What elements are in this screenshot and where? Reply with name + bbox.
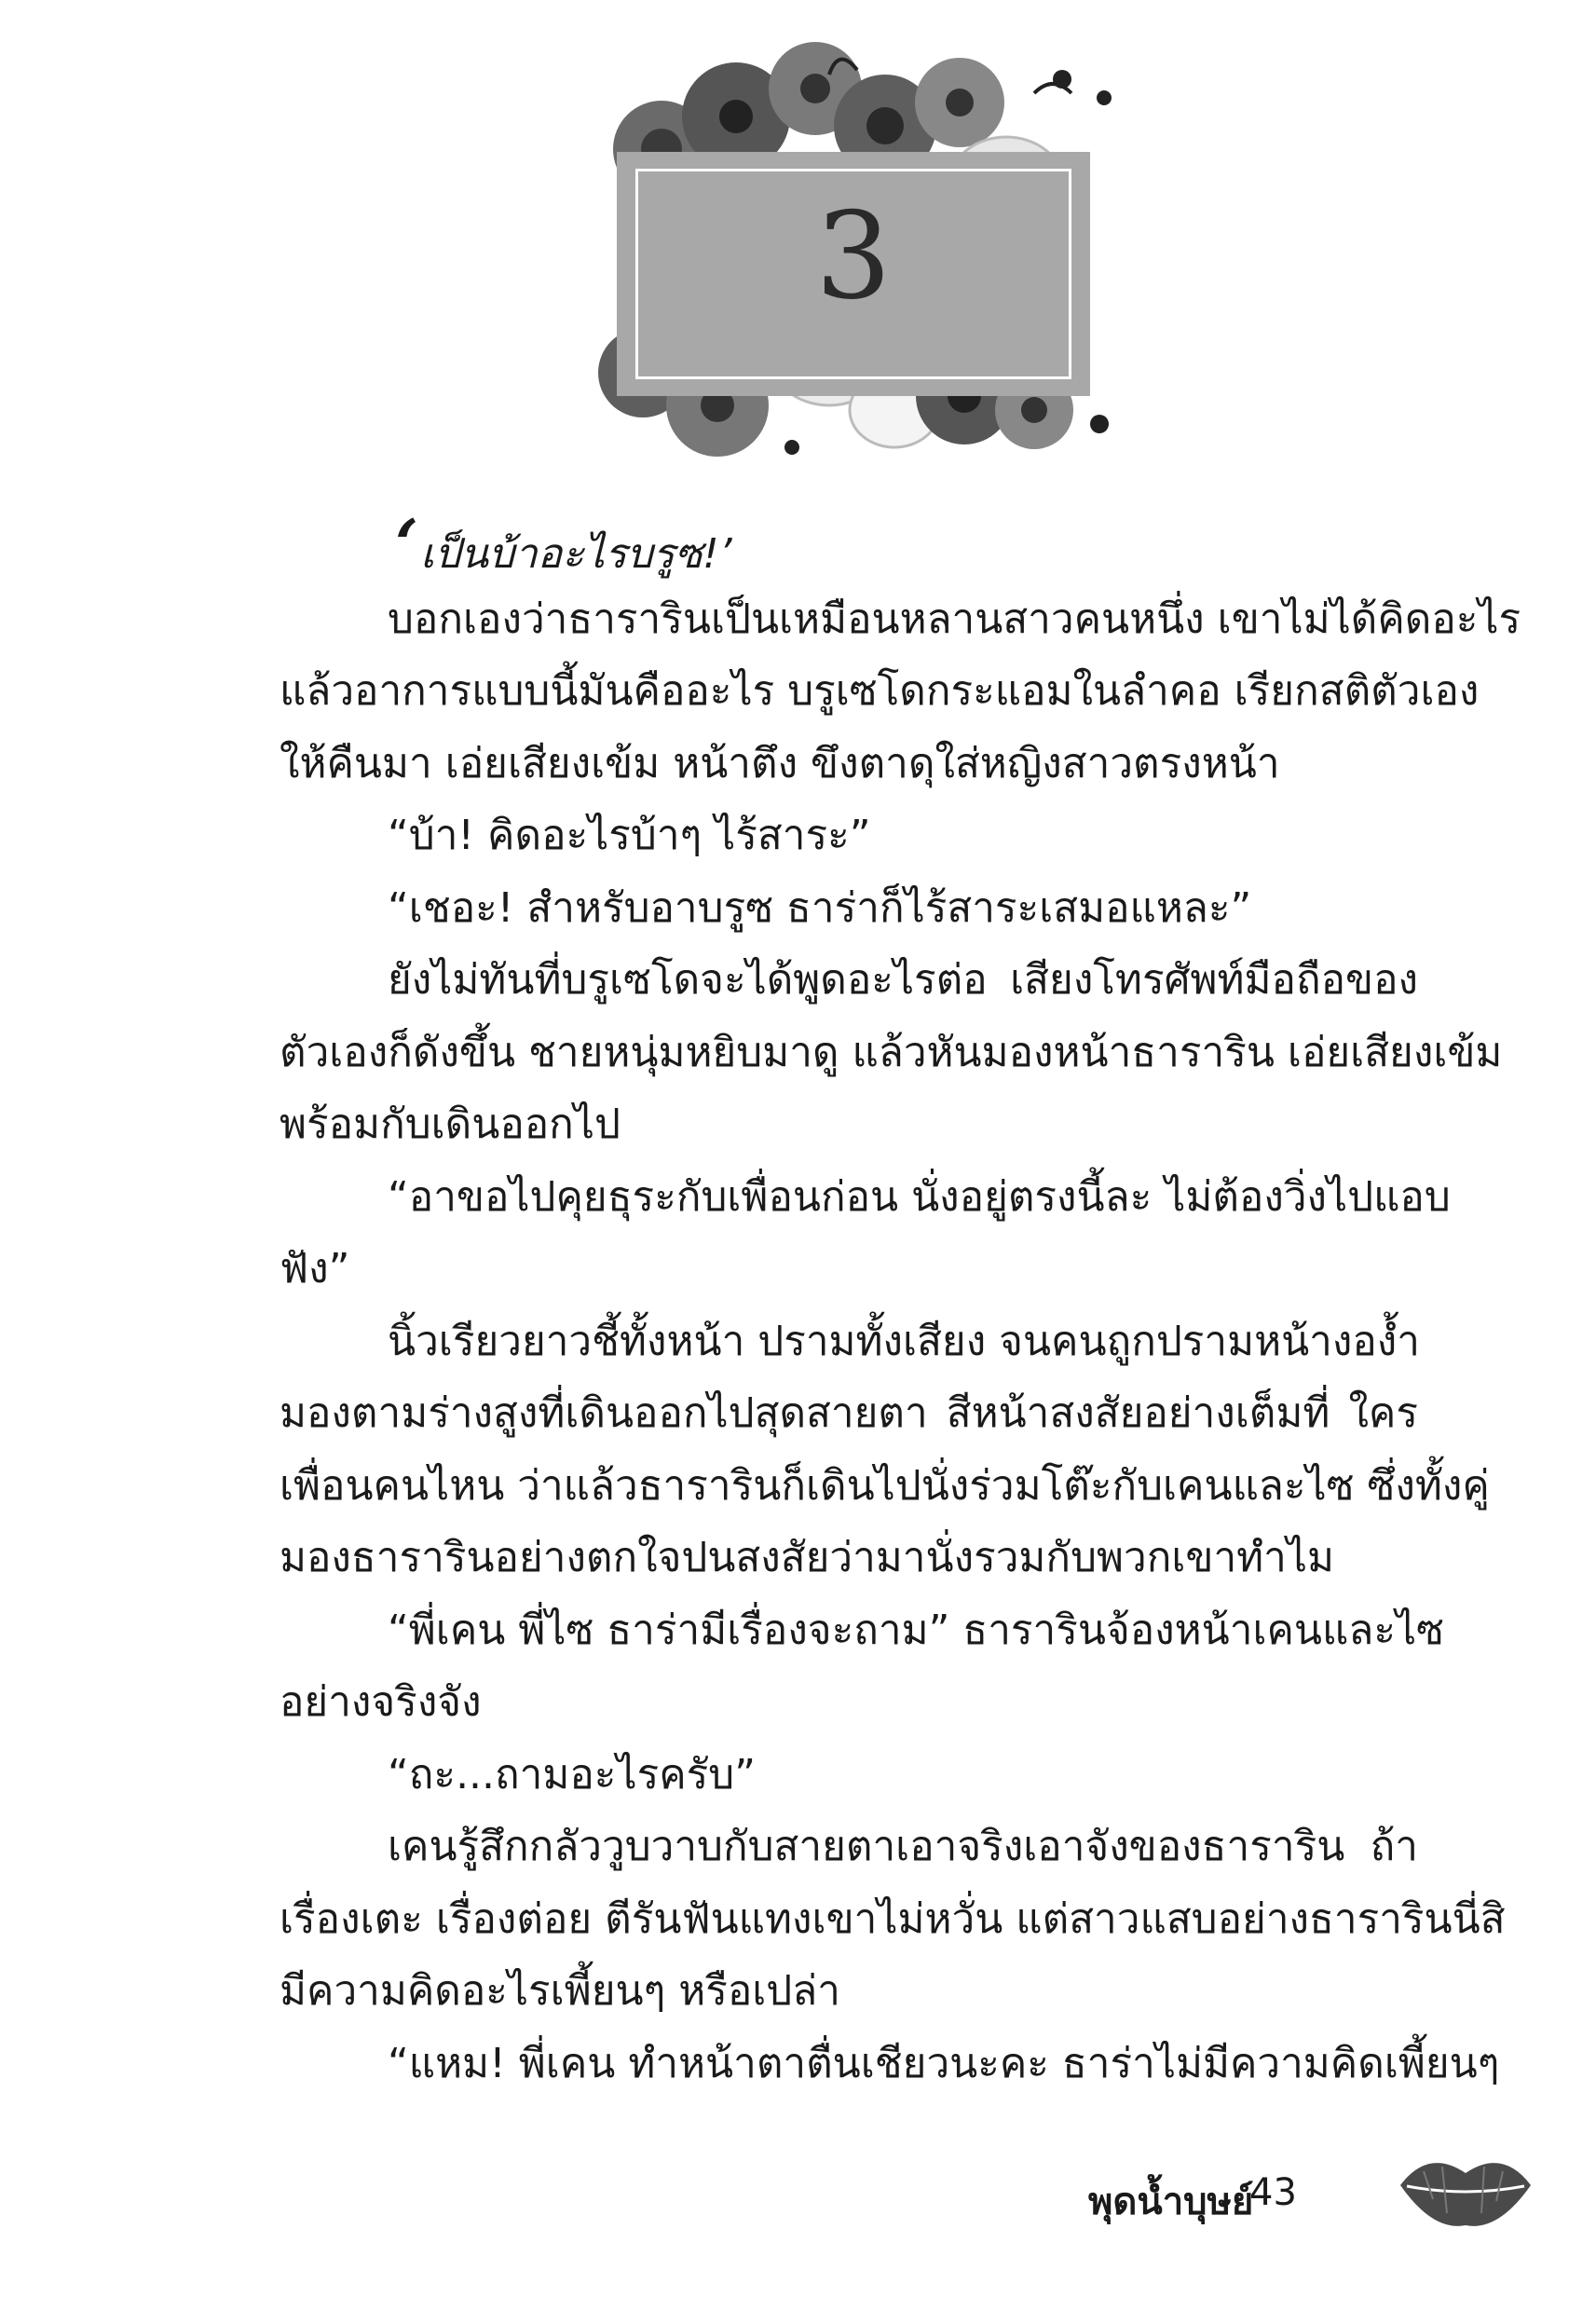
paragraph-line: มีความคิดอะไรเพี้ยนๆ หรือเปล่า [280, 1967, 840, 2015]
page-number: 43 [1249, 2171, 1297, 2214]
paragraph-line: ตัวเองก็ดังขึ้น ชายหนุ่มหยิบมาดู แล้วหันมองหน้าธาราริน เอ่ยเสียงเข้ม [280, 1028, 1503, 1076]
paragraph-line: แล้วอาการแบบนี้มันคืออะไร บรูเซโดกระแอมในลำคอ เรียกสติตัวเอง [280, 667, 1480, 715]
chapter-number: 3 [815, 187, 892, 326]
paragraph-line: เพื่อนคนไหน ว่าแล้วธารารินก็เดินไปนั่งร่วมโต๊ะกับเคนและไซ ซึ่งทั้งคู่ [280, 1461, 1490, 1510]
body-text [280, 504, 1521, 2099]
paragraph-line: มองตามร่างสูงที่เดินออกไปสุดสายตา สีหน้าสงสัยอย่างเต็มที่ ใคร [280, 1389, 1418, 1437]
paragraph-line: “เชอะ! สำหรับอาบรูซ ธาร่าก็ไร้สาระเสมอแหละ” [388, 883, 1252, 932]
paragraph-line: มองธารารินอย่างตกใจปนสงสัยว่ามานั่งรวมกับพวกเขาทำไม [280, 1534, 1335, 1581]
paragraph-line: เรื่องเตะ เรื่องต่อย ตีรันฟันแทงเขาไม่หวั่น แต่สาวแสบอย่างธารารินนี่สิ [280, 1894, 1506, 1943]
chapter-heading-frame [635, 169, 1071, 379]
paragraph-line: เคนรู้สึกกลัววูบวาบกับสายตาเอาจริงเอาจังของธาราริน ถ้า [388, 1823, 1418, 1870]
footer-author: พุดน้ำบุษย์ [1088, 2181, 1254, 2223]
paragraph-line: “อาขอไปคุยธุระกับเพื่อนก่อน นั่งอยู่ตรงนี้ละ ไม่ต้องวิ่งไปแอบ [388, 1172, 1451, 1221]
lips-icon [1396, 2143, 1535, 2236]
paragraph-line: พร้อมกับเดินออกไป [280, 1101, 621, 1148]
paragraph-line: “บ้า! คิดอะไรบ้าๆ ไร้สาระ” [388, 812, 871, 859]
paragraph-line: ฟัง” [280, 1245, 350, 1292]
opening-text: เป็นบ้าอะไรบรูซ!’ [420, 530, 732, 578]
paragraph-line: “แหม! พี่เคน ทำหน้าตาตื่นเชียวนะคะ ธาร่าไม่มีความคิดเพี้ยนๆ [388, 2039, 1500, 2087]
paragraph-line: นิ้วเรียวยาวชี้ทั้งหน้า ปรามทั้งเสียง จนคนถูกปรามหน้างอง้ำ [388, 1317, 1420, 1365]
paragraph-line: ให้คืนมา เอ่ยเสียงเข้ม หน้าตึง ขึงตาดุใส่หญิงสาวตรงหน้า [280, 739, 1280, 787]
paragraph-line: อย่างจริงจัง [280, 1678, 482, 1726]
opening-quote-mark: ‘ [395, 504, 419, 583]
paragraph-line: บอกเองว่าธารารินเป็นเหมือนหลานสาวคนหนึ่ง เขาไม่ได้คิดอะไร [388, 595, 1521, 643]
paragraph-line: “ถะ...ถามอะไรครับ” [388, 1750, 756, 1798]
chapter-heading-box [617, 152, 1090, 396]
paragraph-line: “พี่เคน พี่ไซ ธาร่ามีเรื่องจะถาม” ธารารินจ้องหน้าเคนและไซ [388, 1606, 1444, 1654]
paragraph-line: ยังไม่ทันที่บรูเซโดจะได้พูดอะไรต่อ เสียงโทรศัพท์มือถือของ [388, 956, 1418, 1004]
opening-line [280, 504, 1418, 583]
